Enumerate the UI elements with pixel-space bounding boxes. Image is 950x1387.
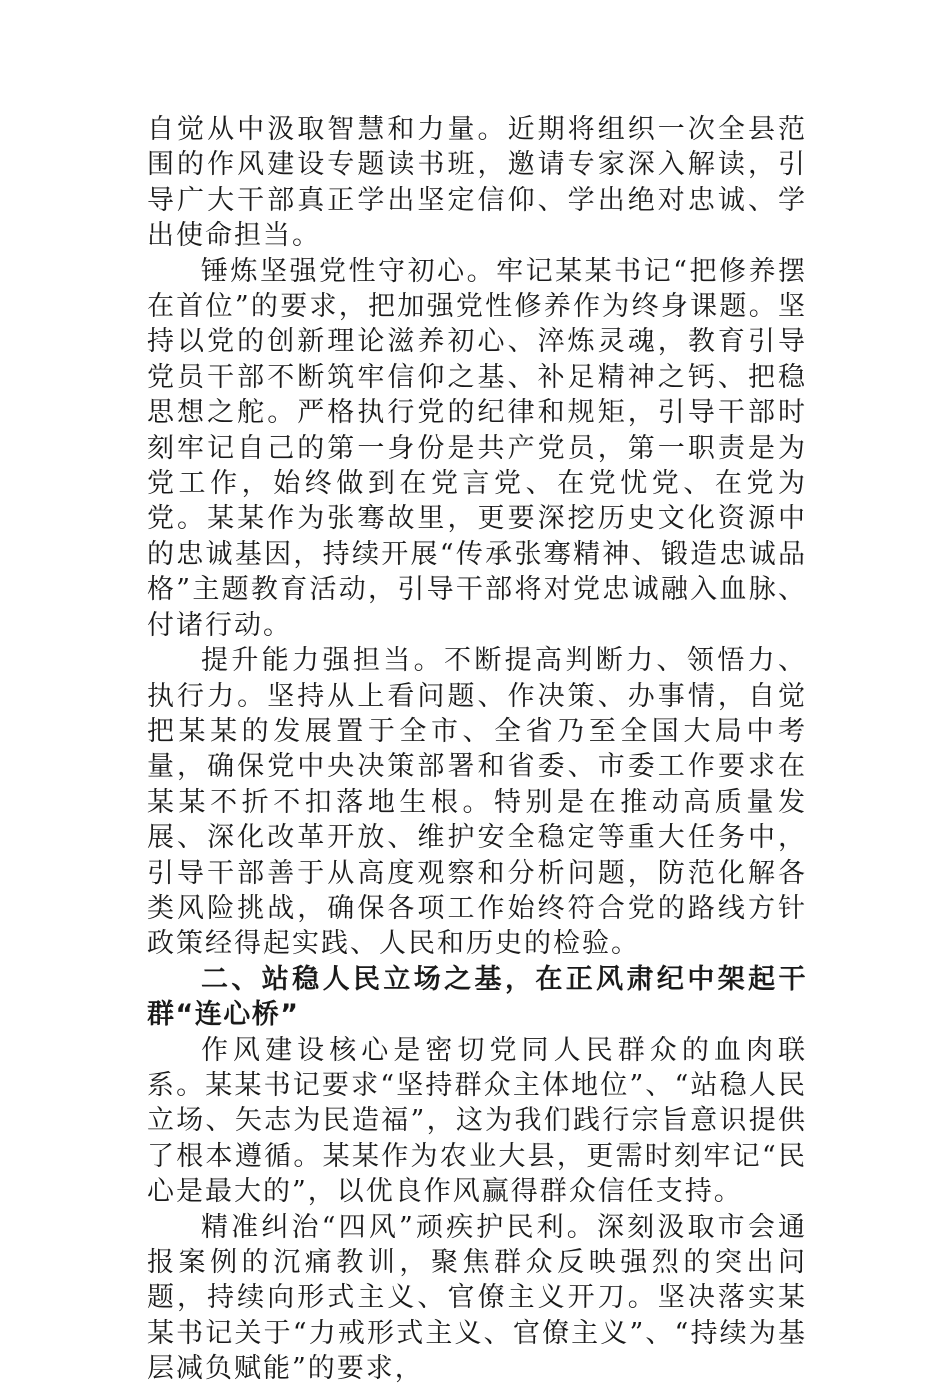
section-heading-2: 二、站稳人民立场之基，在正风肃纪中架起干群“连心桥”	[147, 963, 807, 1031]
document-page	[147, 112, 807, 1387]
paragraph-continuation: 自觉从中汲取智慧和力量。近期将组织一次全县范围的作风建设专题读书班，邀请专家深入解读，引导广大干部真正学出坚定信仰、学出绝对忠诚、学出使命担当。	[147, 114, 807, 252]
paragraph-core-of-style: 作风建设核心是密切党同人民群众的血肉联系。某某书记要求“坚持群众主体地位”、“站稳人民立场、矢志为民造福”，这为我们践行宗旨意识提供了根本遵循。某某作为农业大县，更需时刻牢记“民心是最大的”，以优良作风赢得群众信任支持。	[147, 1034, 807, 1208]
paragraph-party-spirit: 锤炼坚强党性守初心。牢记某某书记“把修养摆在首位”的要求，把加强党性修养作为终身课题。坚持以党的创新理论滋养初心、淬炼灵魂，教育引导党员干部不断筑牢信仰之基、补足精神之钙、把稳思想之舵。严格执行党的纪律和规矩，引导干部时刻牢记自己的第一身份是共产党员，第一职责是为党工作，始终做到在党言党、在党忧党、在党为党。某某作为张骞故里，更要深挖历史文化资源中的忠诚基因，持续开展“传承张骞精神、锻造忠诚品格”主题教育活动，引导干部将对党忠诚融入血脉、付诸行动。	[147, 255, 807, 641]
paragraph-ability: 提升能力强担当。不断提高判断力、领悟力、执行力。坚持从上看问题、作决策、办事情，自觉把某某的发展置于全市、全省乃至全国大局中考量，确保党中央决策部署和省委、市委工作要求在某某不折不扣落地生根。特别是在推动高质量发展、深化改革开放、维护安全稳定等重大任务中，引导干部善于从高度观察和分析问题，防范化解各类风险挑战，确保各项工作始终符合党的路线方针政策经得起实践、人民和历史的检验。	[147, 645, 807, 960]
paragraph-four-winds: 精准纠治“四风”顽疾护民利。深刻汲取市会通报案例的沉痛教训，聚焦群众反映强烈的突出问题，持续向形式主义、官僚主义开刀。坚决落实某某书记关于“力戒形式主义、官僚主义”、“持续为基层减负赋能”的要求，	[147, 1211, 807, 1385]
